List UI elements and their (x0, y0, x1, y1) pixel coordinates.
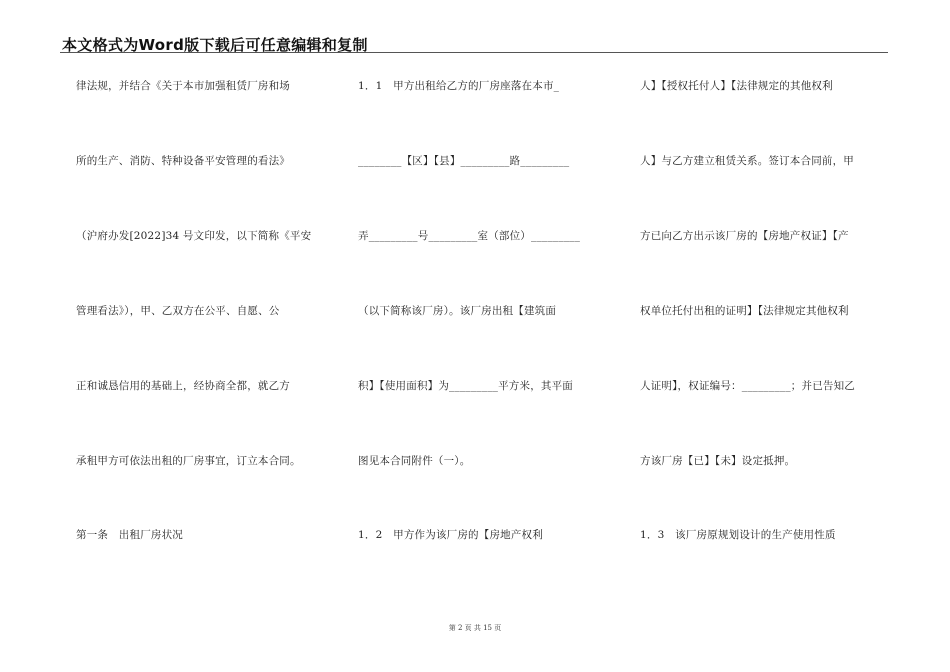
text-line: 承租甲方可依法出租的厂房事宜，订立本合同。 (76, 455, 301, 467)
section-heading: 第一条 出租厂房状况 (76, 529, 183, 541)
text-line: 律法规，并结合《关于本市加强租赁厂房和场 (76, 80, 290, 92)
page-number-footer: 第 2 页 共 15 页 (448, 624, 502, 632)
text-line: 方已向乙方出示该厂房的【房地产权证】【产 (640, 230, 849, 242)
text-line: 人证明】，权证编号：_________；并已告知乙 (640, 380, 855, 392)
text-line: 人】【授权托付人】【法律规定的其他权利 (640, 80, 833, 92)
text-line: 正和诚恳信用的基础上，经协商全都，就乙方 (76, 380, 290, 392)
text-line: 所的生产、消防、特种设备平安管理的看法》 (76, 155, 290, 167)
text-line: ________【区】【县】_________路_________ (358, 155, 570, 167)
document-header-title: 本文格式为Word版下载后可任意编辑和复制 (62, 36, 368, 54)
text-line: 管理看法》），甲、乙双方在公平、自愿、公 (76, 305, 280, 317)
text-line: 1．1 甲方出租给乙方的厂房座落在本市_ (358, 80, 560, 92)
text-line: 权单位托付出租的证明】【法律规定其他权利 (640, 305, 849, 317)
header-divider (60, 52, 888, 53)
text-line: 人】与乙方建立租赁关系。签订本合同前，甲 (640, 155, 854, 167)
text-line: 图见本合同附件（一）。 (358, 455, 471, 467)
text-line: 1．2 甲方作为该厂房的【房地产权利 (358, 529, 543, 541)
text-line: 方该厂房【已】【未】设定抵押。 (640, 455, 796, 467)
text-line: 积】【使用面积】为_________平方米，其平面 (358, 380, 573, 392)
text-line: 1．3 该厂房原规划设计的生产使用性质 (640, 529, 836, 541)
text-line: （沪府办发[2022]34 号文印发，以下简称《平安 (76, 230, 312, 242)
text-line: 弄_________号_________室（部位）_________ (358, 230, 581, 242)
text-line: （以下简称该厂房）。该厂房出租【建筑面 (358, 305, 557, 317)
